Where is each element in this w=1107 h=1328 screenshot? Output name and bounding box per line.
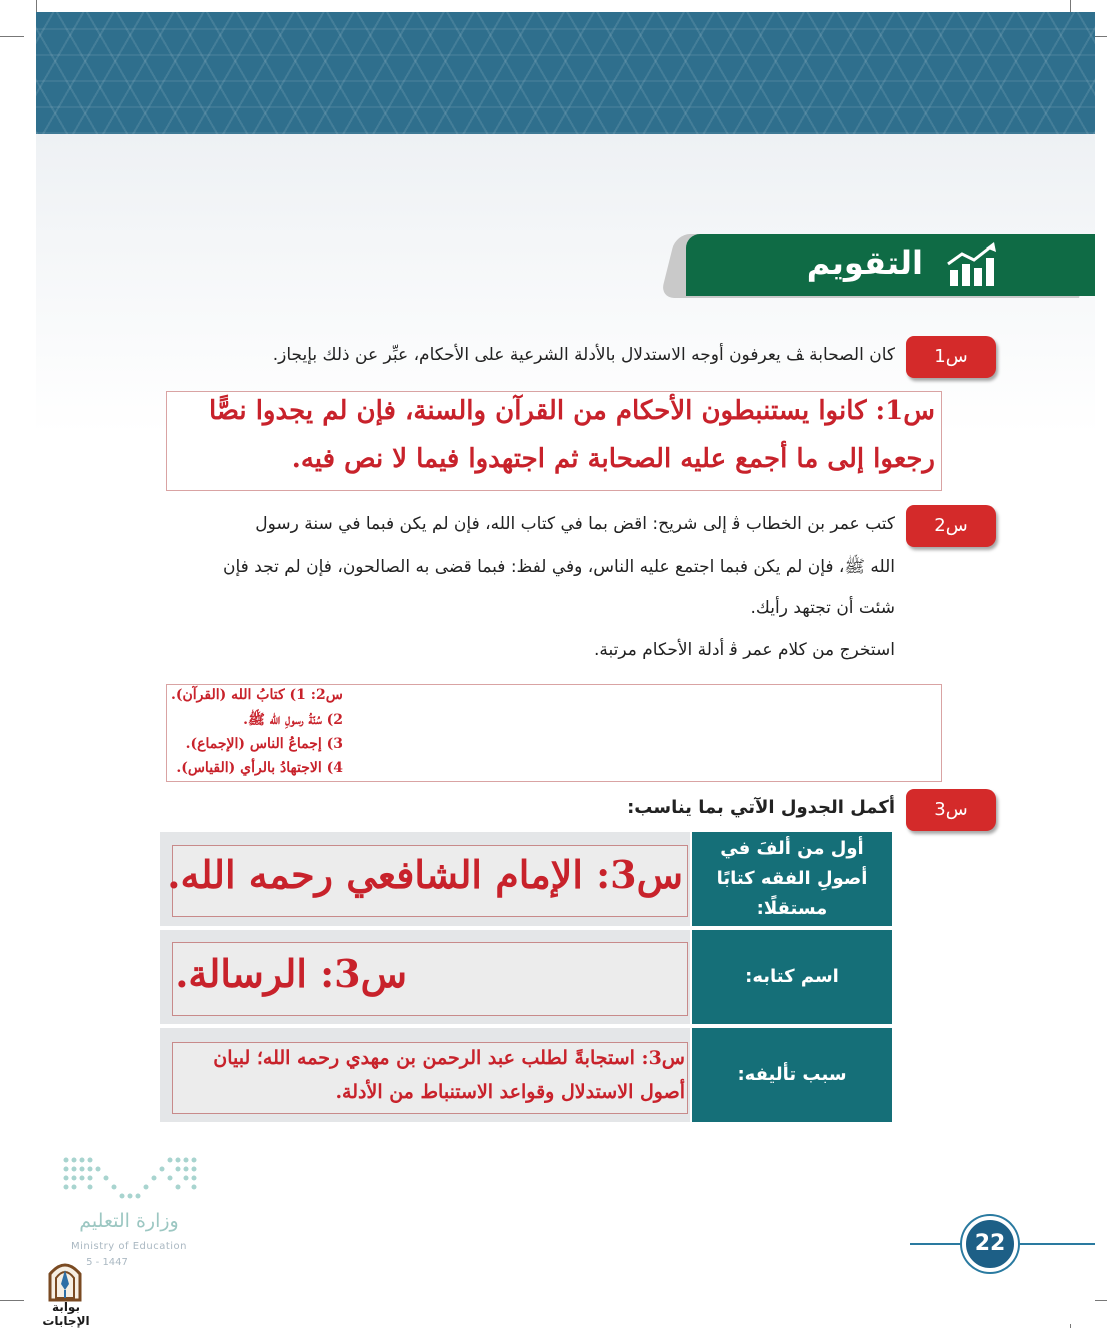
question-badge-2: س2 bbox=[906, 505, 996, 547]
table-answer-2-text: س3: الرسالة. bbox=[175, 951, 407, 996]
ministry-logo-icon bbox=[62, 1156, 198, 1202]
table-label-cell bbox=[692, 1028, 892, 1122]
watermark-pen-logo-icon bbox=[44, 1256, 86, 1302]
table-answer-3 bbox=[172, 1042, 688, 1114]
page-number-line-right bbox=[1016, 1243, 1095, 1245]
page-number-line-left bbox=[910, 1243, 966, 1245]
table-answer-1 bbox=[167, 845, 688, 917]
answer-box-2 bbox=[166, 684, 942, 782]
crop-mark bbox=[0, 1300, 24, 1301]
answer-box-1 bbox=[166, 391, 942, 491]
answer-1-line2: رجعوا إلى ما أجمع عليه الصحابة ثم اجتهدوا فيما لا نص فيه. bbox=[291, 444, 935, 474]
question-2-line2: الله ﷺ، فإن لم يكن فبما اجتمع عليه الناس، وفي لفظ: فبما قضى به الصالحون، فإن لم تجد فإن bbox=[223, 557, 895, 577]
table-row-label: اسم كتابه: bbox=[745, 966, 839, 987]
watermark-label: بوابة الإجابات bbox=[42, 1300, 90, 1328]
answer-2-item: 2) سُنّةُ رسولِ الله ﷺ. bbox=[243, 712, 343, 728]
ministry-name-english: Ministry of Education bbox=[71, 1241, 187, 1252]
question-2-line3: شئت أن تجتهد رأيك. bbox=[750, 598, 895, 618]
header-banner bbox=[36, 12, 1095, 134]
answer-1-line1: س1: كانوا يستنبطون الأحكام من القرآن والسنة، فإن لم يجدوا نصًّا bbox=[208, 396, 935, 426]
table-answer-2 bbox=[172, 942, 688, 1016]
question-3-text: أكمل الجدول الآتي بما يناسب: bbox=[627, 797, 895, 818]
crop-mark bbox=[0, 36, 24, 37]
table-row-label: أول من ألفَ في أصولِ الفقه كتابًا مستقلًا: bbox=[716, 838, 868, 919]
question-badge-3: س3 bbox=[906, 789, 996, 831]
answer-2-item: 3) إجماعُ الناس (الإجماع). bbox=[185, 736, 343, 752]
growth-chart-icon bbox=[944, 242, 998, 288]
question-1-text: كان الصحابة ﭫ يعرفون أوجه الاستدلال بالأدلة الشرعية على الأحكام، عبِّر عن ذلك بإيجاز. bbox=[272, 345, 895, 365]
section-title: التقويم bbox=[806, 244, 923, 282]
ministry-name-arabic: وزارة التعليم bbox=[79, 1210, 179, 1232]
table-row-label: سبب تأليفه: bbox=[737, 1064, 847, 1085]
answer-2-item: 4) الاجتهادُ بالرأي (القياس). bbox=[176, 760, 343, 776]
question-badge-1: س1 bbox=[906, 336, 996, 378]
table-answer-1-text: س3: الإمام الشافعي رحمه الله. bbox=[167, 852, 683, 897]
question-2-line1: كتب عمر بن الخطاب ﭬ إلى شريح: اقض بما في كتاب الله، فإن لم يكن فبما في سنة رسول bbox=[255, 514, 895, 534]
table-label-cell bbox=[692, 930, 892, 1024]
table-label-cell bbox=[692, 832, 892, 926]
answer-2-item: س2: 1) كتابُ الله (القرآن). bbox=[171, 687, 343, 703]
question-2-line4: استخرج من كلام عمر ﭬ أدلة الأحكام مرتبة. bbox=[593, 640, 895, 660]
table-answer-3-line2: أصول الاستدلال وقواعد الاستنباط من الأدلة. bbox=[335, 1081, 685, 1103]
edition-year: 5 - 1447 bbox=[86, 1257, 128, 1268]
table-answer-3-line1: س3: استجابةً لطلب عبد الرحمن بن مهدي رحمه الله؛ لبيان bbox=[213, 1047, 685, 1069]
page-number: 22 bbox=[962, 1216, 1018, 1272]
